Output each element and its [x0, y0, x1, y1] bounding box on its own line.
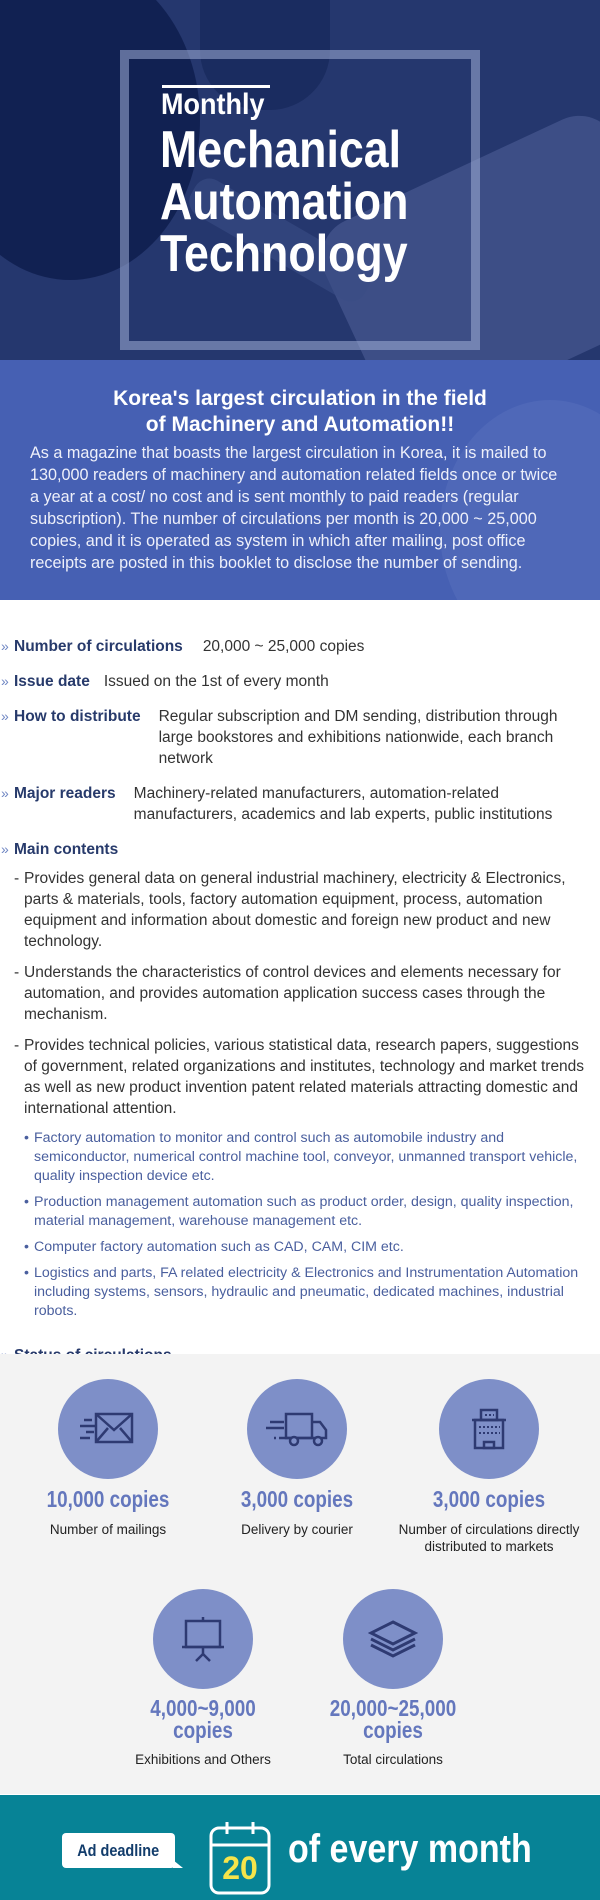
deadline-day: 20 — [222, 1850, 258, 1886]
list-item — [0, 868, 600, 952]
stat-caption: Number of mailings — [49, 1522, 167, 1537]
info-label: Issue date — [14, 673, 90, 690]
intro-heading-line: Korea's largest circulation in the field — [113, 387, 487, 410]
info-label: Major readers — [14, 785, 116, 802]
intro-heading-line: of Machinery and Automation!! — [145, 413, 455, 436]
hero-kicker: Monthly — [161, 88, 265, 121]
bullet-dot: • — [24, 1194, 29, 1210]
info-value: 20,000 ~ 25,000 copies — [202, 638, 365, 655]
building-icon — [467, 1407, 511, 1451]
section-label: Main contents — [14, 841, 119, 858]
sub-list-item — [0, 1238, 600, 1257]
info-value: Issued on the 1st of every month — [103, 673, 329, 690]
title-line: Automation — [160, 173, 409, 231]
sub-list-item-text: Factory automation to monitor and control such as automobile industry and semiconductor, numerical control machine tool, conveyor, unmanned transport vehicle, quality inspection device etc. — [34, 1130, 578, 1184]
stat-icon-circle — [343, 1589, 443, 1689]
double-chevron-icon: » — [1, 708, 9, 724]
presentation-board-icon — [180, 1616, 226, 1662]
stat-courier — [197, 1379, 397, 1538]
mail-icon — [78, 1409, 138, 1449]
stat-caption: Delivery by courier — [241, 1522, 353, 1537]
stat-number — [121, 1697, 285, 1741]
info-label: How to distribute — [14, 708, 141, 725]
double-chevron-icon: » — [1, 785, 9, 801]
dash-marker: - — [14, 1037, 20, 1054]
intro-heading — [0, 360, 600, 438]
sub-list-item-text: Computer factory automation such as CAD, CAM, CIM etc. — [34, 1239, 404, 1255]
sub-list-item — [0, 1129, 600, 1186]
stat-number-line: 20,000~25,000 — [329, 1695, 457, 1721]
hero-banner — [0, 0, 600, 360]
intro-body: As a magazine that boasts the largest circulation in Korea, it is mailed to 130,000 readers of machinery and automation related fields once or twice a year at a cost/ no cost and is sent monthly to paid readers (regular subscription). The number of circulations per month is 20,000 ~ 25,000 copies, and it is operated as system in which after mailing, post office receipts are posted in this booklet to disclose the number of sending. — [30, 444, 558, 572]
ad-deadline-banner — [0, 1795, 600, 1900]
stat-exhibitions — [103, 1589, 303, 1768]
sub-list-item — [0, 1264, 600, 1321]
title-line: Technology — [160, 225, 408, 283]
info-row-readers — [0, 783, 600, 825]
circulation-stats — [0, 1354, 600, 1794]
ad-deadline-label: Ad deadline — [77, 1840, 160, 1860]
list-item-text: Understands the characteristics of control devices and elements necessary for automation, and provides automation application success cases through the mechanism. — [24, 964, 561, 1023]
stat-caption: Number of circulations directly distributed to markets — [398, 1522, 580, 1554]
stat-number-line: 4,000~9,000 — [150, 1695, 256, 1721]
stat-mailings — [8, 1379, 208, 1538]
list-item — [0, 962, 600, 1025]
intro-section — [0, 360, 600, 600]
list-item — [0, 1035, 600, 1119]
info-row-distribution — [0, 706, 600, 769]
bullet-dot: • — [24, 1130, 29, 1146]
stat-caption: Exhibitions and Others — [135, 1752, 271, 1767]
ad-deadline-badge — [62, 1833, 175, 1868]
stat-icon-circle — [58, 1379, 158, 1479]
double-chevron-icon: » — [1, 673, 9, 689]
sub-list-item-text: Production management automation such as product order, design, quality inspection, material management, warehouse management etc. — [34, 1194, 574, 1229]
info-value: Machinery-related manufacturers, automation-related manufacturers, academics and lab experts, public institutions — [133, 785, 553, 823]
stat-number: 3,000 copies — [240, 1486, 354, 1512]
stat-markets — [389, 1379, 589, 1555]
layers-icon — [368, 1619, 418, 1659]
dash-marker: - — [14, 870, 20, 887]
stat-total — [293, 1589, 493, 1768]
info-label: Number of circulations — [14, 638, 183, 655]
sub-list-item — [0, 1193, 600, 1231]
list-item-text: Provides technical policies, various statistical data, research papers, suggestions of government, related organizations and institutes, technology and market trends as well as new product invention patent related materials attracting domestic and international attention. — [24, 1037, 585, 1117]
stat-icon-circle — [439, 1379, 539, 1479]
automation-sub-list — [0, 1129, 600, 1321]
double-chevron-icon: » — [1, 638, 9, 654]
stat-icon-circle — [247, 1379, 347, 1479]
double-chevron-icon: » — [1, 841, 9, 857]
dash-marker: - — [14, 964, 20, 981]
stat-number-line: copies — [173, 1717, 233, 1743]
sub-list-item-text: Logistics and parts, FA related electricity & Electronics and Instrumentation Automation including systems, sensors, hydraulic and pneumatic, dedicated machines, industrial robots. — [34, 1265, 579, 1319]
title-line: Mechanical — [160, 121, 402, 179]
info-section — [0, 600, 600, 1366]
speech-bubble-tail — [173, 1860, 183, 1868]
main-contents-heading — [0, 839, 600, 860]
stat-caption: Total circulations — [343, 1752, 443, 1767]
stat-icon-circle — [153, 1589, 253, 1689]
stat-number: 10,000 copies — [46, 1486, 170, 1512]
info-row-circulations — [0, 636, 600, 657]
truck-icon — [264, 1409, 330, 1449]
list-item-text: Provides general data on general industrial machinery, electricity & Electronics, parts & materials, tools, factory automation equipment, process, automation equipment and information about domestic and foreign new product and new technology. — [24, 870, 566, 950]
info-value: Regular subscription and DM sending, distribution through large bookstores and exhibitions nationwide, each branch network — [158, 708, 558, 767]
stat-number: 3,000 copies — [432, 1486, 546, 1512]
bullet-dot: • — [24, 1265, 29, 1281]
main-contents-list — [0, 868, 600, 1119]
bullet-dot: • — [24, 1239, 29, 1255]
magazine-title — [160, 121, 435, 283]
info-row-issue-date — [0, 671, 600, 692]
stat-number — [311, 1697, 475, 1741]
deadline-text: of every month — [288, 1827, 532, 1871]
stat-number-line: copies — [363, 1717, 423, 1743]
